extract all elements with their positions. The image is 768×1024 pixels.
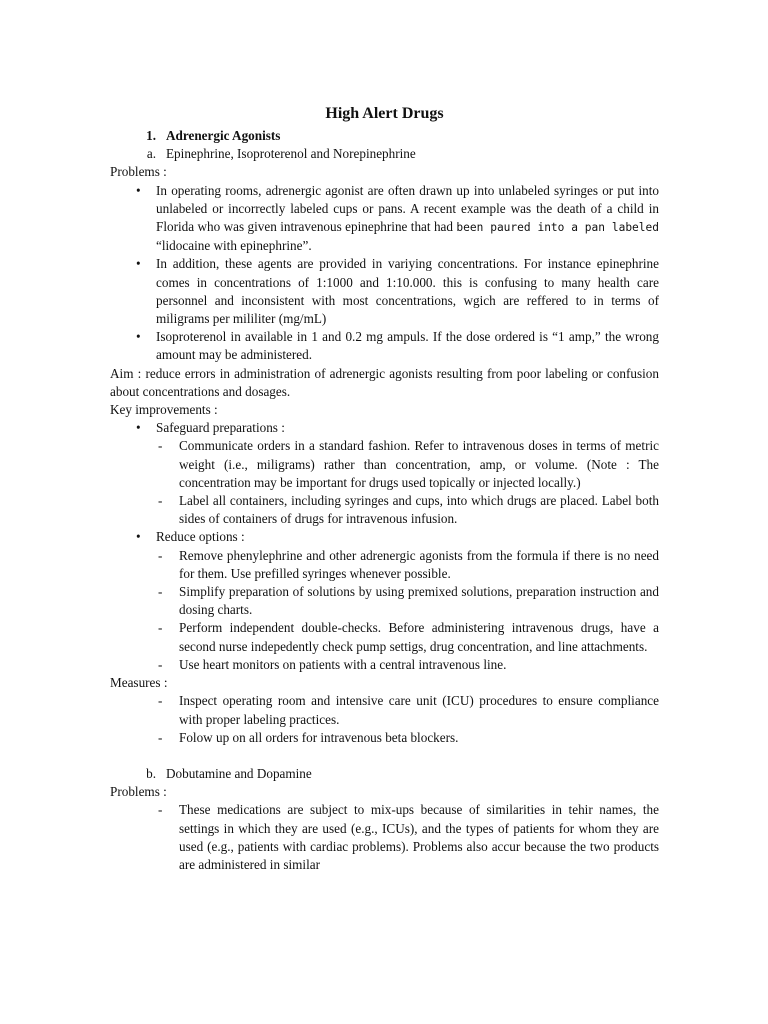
dash-symbol: - (158, 620, 163, 636)
dash-text: Folow up on all orders for intravenous beta blockers. (179, 729, 459, 745)
bullet-text: Reduce options : (156, 529, 245, 545)
subsection-b (110, 765, 659, 783)
section-heading-1 (110, 127, 659, 145)
bullet-symbol: • (136, 529, 141, 545)
dash-symbol: - (158, 547, 163, 563)
dash-symbol: - (158, 438, 163, 454)
dash-item (110, 692, 659, 728)
dash-symbol: - (158, 802, 163, 818)
subsection-text: Dobutamine and Dopamine (166, 765, 312, 781)
dash-symbol: - (158, 693, 163, 709)
dash-item (110, 437, 659, 492)
measures-label: Measures : (110, 675, 168, 691)
problems-label: Problems : (110, 164, 167, 180)
key-improvements-label: Key improvements : (110, 402, 218, 418)
dash-text: Communicate orders in a standard fashion. Refer to intravenous doses in terms of metric weight (i.e., miligrams) rather than concentration, amp, or volume. (Note : The concentration may be important for drugs used topically or injected locally.) (179, 438, 659, 490)
dash-text: These medications are subject to mix-ups because of similarities in tehir names, the settings in which they are used (e.g., ICUs), and the types of patients for whom they are used (e.g., patients with cardiac problems). Problems also accur because the two products are administered in similar (179, 802, 659, 872)
subsection-letter: b. (146, 765, 156, 781)
dash-item (110, 656, 659, 674)
dash-item (110, 492, 659, 528)
dash-symbol: - (158, 656, 163, 672)
bullet-item (110, 419, 659, 437)
dash-text: Label all containers, including syringes and cups, into which drugs are placed. Label both sides of containers of drugs for intravenous infusion. (179, 493, 659, 527)
subsection-text: Epinephrine, Isoproterenol and Norepinephrine (166, 146, 416, 162)
dash-symbol: - (158, 493, 163, 509)
bullet-symbol: • (136, 256, 141, 272)
document-body (110, 103, 659, 874)
bullet-text: Safeguard preparations : (156, 420, 285, 436)
page-title: High Alert Drugs (325, 105, 444, 122)
dash-text: Use heart monitors on patients with a central intravenous line. (179, 656, 507, 672)
dash-item (110, 619, 659, 655)
section-number: 1. (146, 128, 156, 143)
dash-item (110, 729, 659, 747)
bullet-text: Isoproterenol in available in 1 and 0.2 mg ampuls. If the dose ordered is “1 amp,” the wrong amount may be administered. (156, 329, 659, 363)
bullet-text: In addition, these agents are provided in variying concentrations. For instance epinephrine comes in concentrations of 1:1000 and 1:10.000. this is confusing to many health care personnel and inconsistent with most concentrations, wgich are reffered to in terms of miligrams per mililiter (mg/mL) (156, 256, 659, 327)
dash-text: Remove phenylephrine and other adrenergic agonists from the formula if there is no need for them. Use prefilled syringes whenever possible. (179, 547, 659, 581)
dash-item (110, 583, 659, 619)
section-heading-text: Adrenergic Agonists (166, 128, 281, 143)
bullet-item (110, 328, 659, 364)
dash-item (110, 801, 659, 874)
bullet-text-tail: “lidocaine with epinephrine”. (156, 238, 312, 254)
dash-symbol: - (158, 729, 163, 745)
bullet-item (110, 528, 659, 546)
problems-label: Problems : (110, 784, 167, 800)
bullet-item (110, 255, 659, 328)
dash-text: Simplify preparation of solutions by using premixed solutions, preparation instruction and dosing charts. (179, 584, 659, 618)
bullet-item (110, 182, 659, 256)
bullet-text-mono: been paured into a pan labeled (456, 221, 660, 235)
bullet-text: In operating rooms, adrenergic agonist are often drawn up into unlabeled syringes or put into unlabeled or incorrectly labeled cups or pans. A recent example was the death of a child in Florida who was given intravenous epinephrine that had (156, 182, 659, 235)
bullet-symbol: • (136, 420, 141, 436)
dash-text: Inspect operating room and intensive care unit (ICU) procedures to ensure compliance with proper labeling practices. (179, 693, 659, 727)
bullet-symbol: • (136, 329, 141, 345)
subsection-a (110, 145, 659, 163)
dash-item (110, 547, 659, 583)
subsection-letter: a. (146, 146, 156, 162)
bullet-symbol: • (136, 182, 141, 198)
dash-symbol: - (158, 584, 163, 600)
aim-paragraph: Aim : reduce errors in administration of adrenergic agonists resulting from poor labeling or confusion about concentrations and dosages. (110, 365, 659, 399)
dash-text: Perform independent double-checks. Before administering intravenous drugs, have a second nurse indepedently check pump settigs, drug concentration, and line attachments. (179, 620, 659, 654)
